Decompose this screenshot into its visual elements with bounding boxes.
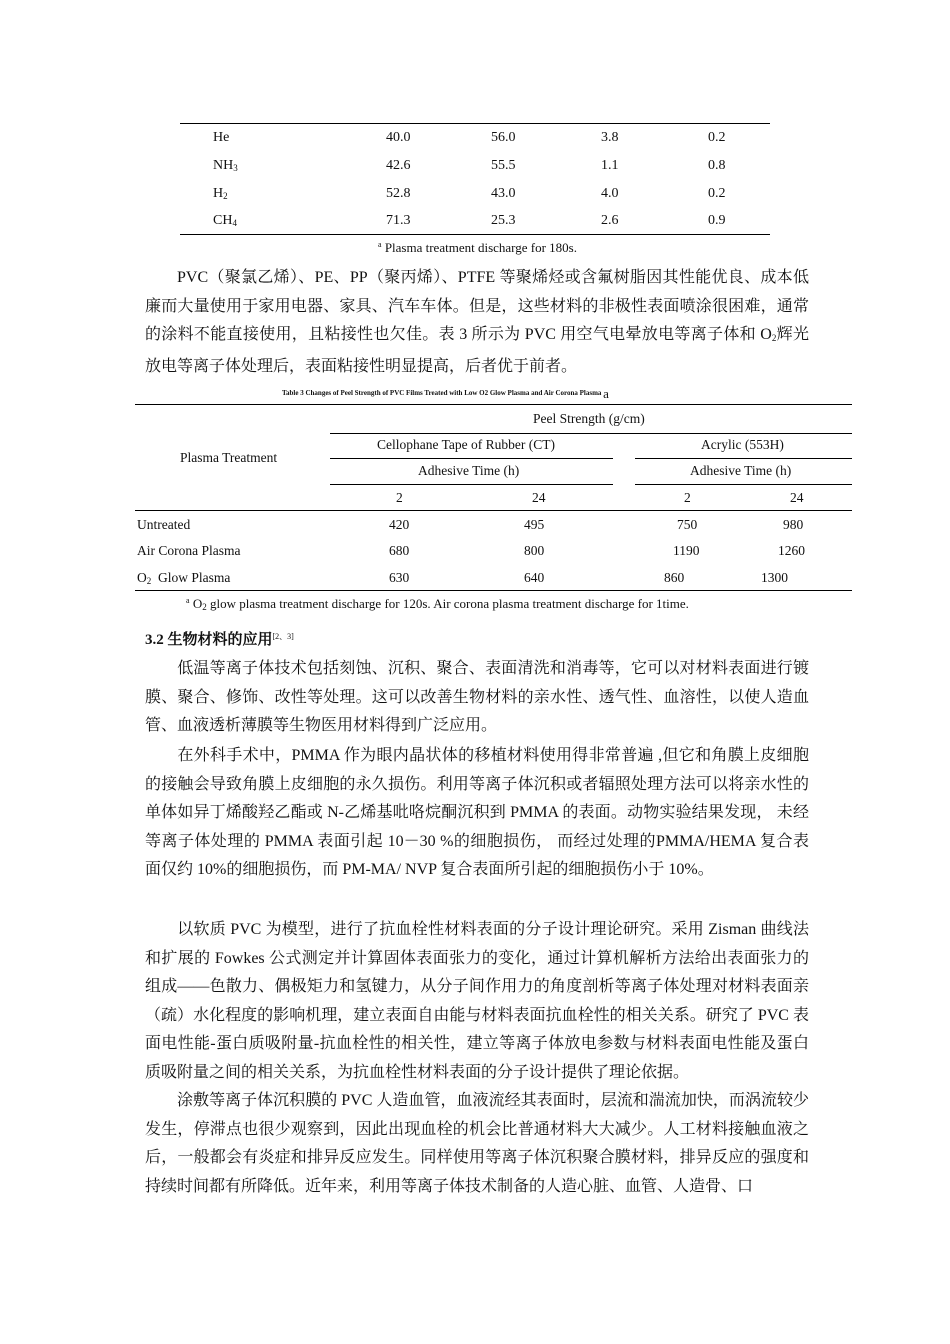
- paragraph: 涂敷等离子体沉积膜的 PVC 人造血管，血液流经其表面时，层流和湍流加快，而涡流较少发生，停滞点也很少观察到，因此出现血栓的机会比普通材料大大减少。人工材料接触血液之后，一般都会有炎症和排异反应发生。同样使用等离子体沉积聚合膜材料，排异反应的强度和持续时间都有所降低。近年来，利用等离子体技术制备的人造心脏、血管、人造骨、口: [145, 1092, 809, 1195]
- value-cell: 0.8: [708, 158, 726, 173]
- table-bottom-rule: [180, 234, 770, 235]
- value-cell: 52.8: [386, 186, 411, 201]
- value-cell: 1190: [673, 543, 700, 558]
- value-cell: 495: [524, 517, 545, 532]
- header-bottom-rule: [135, 510, 852, 511]
- table-3-footnote: $^a$ $O_2$ glow plasma treatment discharge for 120s. Air corona plasma treatment discharge for 1time.: [186, 596, 689, 612]
- table-3: [135, 404, 852, 592]
- table-2-footnote: $^a$ Plasma treatment discharge for 180s.: [378, 240, 577, 255]
- header-rule: [635, 458, 852, 459]
- value-cell: 1.1: [601, 158, 619, 173]
- value-cell: 25.3: [491, 213, 516, 228]
- value-cell: 0.2: [708, 186, 726, 201]
- row-label: Air Corona Plasma: [137, 543, 241, 558]
- row-label: $O_2$ Glow Plasma: [137, 570, 231, 586]
- value-cell: 43.0: [491, 186, 516, 201]
- paragraph-pvc-adhesion: PVC（聚氯乙烯）、PE、PP（聚丙烯）、PTFE 等聚烯烃或含氟树脂因其性能优良、成本低廉而大量使用于家用电器、家具、汽车车体。但是，这些材料的非极性表面喷涂很困难，通常的涂料不能直接使用，且粘接性也欠佳。表 3 所示为 PVC 用空气电晕放电等离子体和 $O_2$辉光放电等离子体处理后，表面粘接性明显提高，后者优于前者。: [145, 269, 809, 375]
- value-cell: 71.3: [386, 213, 411, 228]
- paragraph: 以软质 PVC 为模型，进行了抗血栓性材料表面的分子设计理论研究。采用 Zisman 曲线法和扩展的 Fowkes 公式测定并计算固体表面张力的变化，通过计算机解析方法给出表面张力的组成——色散力、偶极矩力和氢键力，从分子间作用力的角度剖析等离子体处理对材料表面亲（疏）水化程度的影响机理，建立表面自由能与材料表面抗血栓性的相关关系。研究了 PVC 表面电性能-蛋白质吸附量-抗血栓性的相关性，建立等离子体放电参数与材料表面电性能及蛋白质吸附量之间的相关关系，为抗血栓性材料表面的分子设计提供了理论依据。: [145, 921, 809, 1081]
- value-cell: 4.0: [601, 186, 619, 201]
- gas-cell: $NH_3$: [213, 158, 238, 173]
- header-adhesive-time: Adhesive Time (h): [690, 463, 792, 478]
- header-rule: [330, 484, 613, 485]
- row-label: Untreated: [137, 517, 191, 532]
- header-time-value: 24: [790, 490, 804, 505]
- gas-cell: He: [213, 130, 230, 145]
- header-plasma-treatment: Plasma Treatment: [180, 450, 278, 465]
- header-cellophane-tape: Cellophane Tape of Rubber (CT): [377, 437, 556, 452]
- value-cell: 42.6: [386, 158, 411, 173]
- value-cell: 40.0: [386, 130, 411, 145]
- header-rule: [635, 484, 852, 485]
- value-cell: 860: [664, 570, 685, 585]
- table-row: [180, 180, 770, 208]
- value-cell: 1260: [778, 543, 805, 558]
- header-rule: [330, 458, 613, 459]
- value-cell: 1300: [761, 570, 788, 585]
- section-heading: 3.2 生物材料的应用[2、3]: [145, 632, 294, 648]
- value-cell: 56.0: [491, 130, 516, 145]
- table-row: [180, 152, 770, 180]
- header-rule: [330, 433, 852, 434]
- value-cell: 55.5: [491, 158, 516, 173]
- value-cell: 3.8: [601, 130, 619, 145]
- table-row: [180, 207, 770, 235]
- header-peel-strength: Peel Strength (g/cm): [533, 411, 645, 426]
- paragraph: 在外科手术中，PMMA 作为眼内晶状体的移植材料使用得非常普遍 ,但它和角膜上皮细胞的接触会导致角膜上皮细胞的永久损伤。利用等离子体沉积或者辐照处理方法可以将亲水性的单体如异丁烯酸羟乙酯或 N-乙烯基吡咯烷酮沉积到 PMMA 的表面。动物实验结果发现， 未经等离子体处理的 PMMA 表面引起 10－30 %的细胞损伤， 而经过处理的PMMA/HEMA 复合表面仅约 10%的细胞损伤，而 PM-MA/ NVP 复合表面所引起的细胞损伤小于 10%。: [145, 747, 809, 879]
- table-top-rule: [135, 404, 852, 405]
- gas-cell: $H_2$: [213, 186, 228, 201]
- value-cell: 980: [783, 517, 804, 532]
- value-cell: 680: [389, 543, 410, 558]
- gas-cell: $CH_4$: [213, 213, 237, 228]
- value-cell: 750: [677, 517, 698, 532]
- header-acrylic: Acrylic (553H): [701, 437, 784, 452]
- value-cell: 0.2: [708, 130, 726, 145]
- value-cell: 640: [524, 570, 545, 585]
- value-cell: 800: [524, 543, 545, 558]
- table-bottom-rule: [135, 590, 852, 591]
- value-cell: 0.9: [708, 213, 726, 228]
- header-time-value: 2: [684, 490, 691, 505]
- value-cell: 2.6: [601, 213, 619, 228]
- table-row: [180, 124, 770, 152]
- value-cell: 420: [389, 517, 410, 532]
- value-cell: 630: [389, 570, 410, 585]
- header-adhesive-time: Adhesive Time (h): [418, 463, 520, 478]
- paragraph: 低温等离子体技术包括刻蚀、沉积、聚合、表面清洗和消毒等，它可以对材料表面进行镀膜、聚合、修饰、改性等处理。这可以改善生物材料的亲水性、透气性、血溶性，以使人造血管、血液透析薄膜等生物医用材料得到广泛应用。: [145, 660, 809, 735]
- header-time-value: 24: [532, 490, 546, 505]
- header-time-value: 2: [396, 490, 403, 505]
- table-3-caption: Table 3 Changes of Peel Strength of PVC Films Treated with Low O2 Glow Plasma and Air Corona Plasma a: [282, 386, 609, 401]
